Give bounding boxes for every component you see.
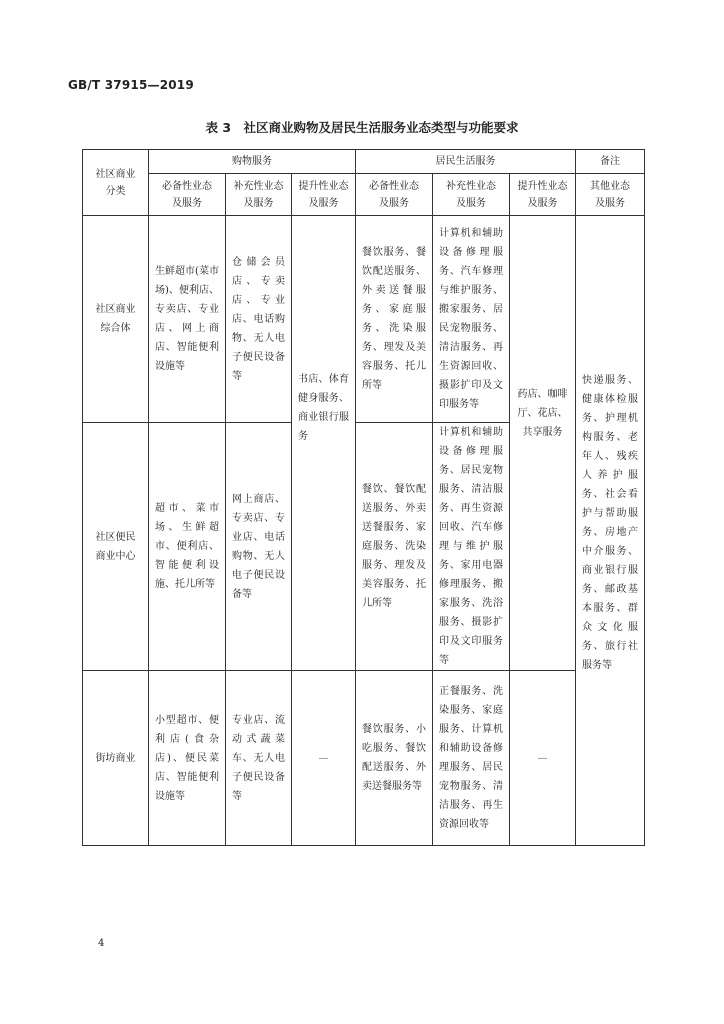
header-remarks: 备注 xyxy=(576,150,645,174)
row-category: 社区便民 商业中心 xyxy=(83,423,149,671)
header-category: 社区商业 分类 xyxy=(83,150,149,216)
shop-required-cell: 超市、菜市场、生鲜超市、便利店、智能便利设施、托儿所等 xyxy=(149,423,226,671)
table-row xyxy=(83,216,645,423)
header-row-2 xyxy=(83,174,645,216)
live-supplementary-cell: 正餐服务、洗染服务、家庭服务、计算机和辅助设备修理服务、居民宠物服务、清洁服务、再生资源回收等 xyxy=(433,671,510,846)
shop-upgrade-merged-cell: 书店、体育健身服务、商业银行服务 xyxy=(292,216,356,671)
shop-supplementary-cell: 仓储会员店、专卖店、专业店、电话购物、无人电子便民设备等 xyxy=(226,216,292,423)
header-row-1 xyxy=(83,150,645,174)
shop-upgrade-dash: — xyxy=(292,671,356,846)
header-shopping-services: 购物服务 xyxy=(149,150,356,174)
live-required-cell: 餐饮服务、餐饮配送服务、外卖送餐服务、家庭服务、洗染服务、理发及美容服务、托儿所等 xyxy=(356,216,433,423)
live-supplementary-cell: 计算机和辅助设备修理服务、汽车修理与维护服务、搬家服务、居民宠物服务、清洁服务、再生资源回收、摄影扩印及文印服务等 xyxy=(433,216,510,423)
header-shop-required: 必备性业态 及服务 xyxy=(149,174,226,216)
shop-supplementary-cell: 网上商店、专卖店、专业店、电话购物、无人电子便民设备等 xyxy=(226,423,292,671)
header-shop-upgrade: 提升性业态 及服务 xyxy=(292,174,356,216)
header-shop-supplementary: 补充性业态 及服务 xyxy=(226,174,292,216)
live-required-cell: 餐饮、餐饮配送服务、外卖送餐服务、家庭服务、洗染服务、理发及美容服务、托儿所等 xyxy=(356,423,433,671)
row-category: 社区商业 综合体 xyxy=(83,216,149,423)
shop-required-cell: 小型超市、便利店(食杂店)、便民菜店、智能便利设施等 xyxy=(149,671,226,846)
other-merged-cell: 快递服务、健康体检服务、护理机构服务、老年人、残疾人养护服务、社会看护与帮助服务、房地产中介服务、商业银行服务、邮政基本服务、群众文化服务、旅行社服务等 xyxy=(576,216,645,846)
row-category: 街坊商业 xyxy=(83,671,149,846)
live-upgrade-merged-cell: 药店、咖啡厅、花店、共享服务 xyxy=(510,216,576,671)
live-required-cell: 餐饮服务、小吃服务、餐饮配送服务、外卖送餐服务等 xyxy=(356,671,433,846)
shop-required-cell: 生鲜超市(菜市场)、便利店、专卖店、专业店、网上商店、智能便利设施等 xyxy=(149,216,226,423)
live-supplementary-cell: 计算机和辅助设备修理服务、居民宠物服务、清洁服务、再生资源回收、汽车修理与维护服务、家用电器修理服务、搬家服务、洗浴服务、摄影扩印及文印服务等 xyxy=(433,423,510,671)
header-live-supplementary: 补充性业态 及服务 xyxy=(433,174,510,216)
table-title: 表 3 社区商业购物及居民生活服务业态类型与功能要求 xyxy=(205,120,519,135)
header-live-upgrade: 提升性业态 及服务 xyxy=(510,174,576,216)
table-row xyxy=(83,671,645,846)
header-other: 其他业态 及服务 xyxy=(576,174,645,216)
header-live-required: 必备性业态 及服务 xyxy=(356,174,433,216)
live-upgrade-dash: — xyxy=(510,671,576,846)
page-number: 4 xyxy=(98,938,105,949)
shop-supplementary-cell: 专业店、流动式蔬菜车、无人电子便民设备等 xyxy=(226,671,292,846)
standard-code: GB/T 37915—2019 xyxy=(68,78,194,92)
business-type-table xyxy=(82,149,645,846)
header-living-services: 居民生活服务 xyxy=(356,150,576,174)
